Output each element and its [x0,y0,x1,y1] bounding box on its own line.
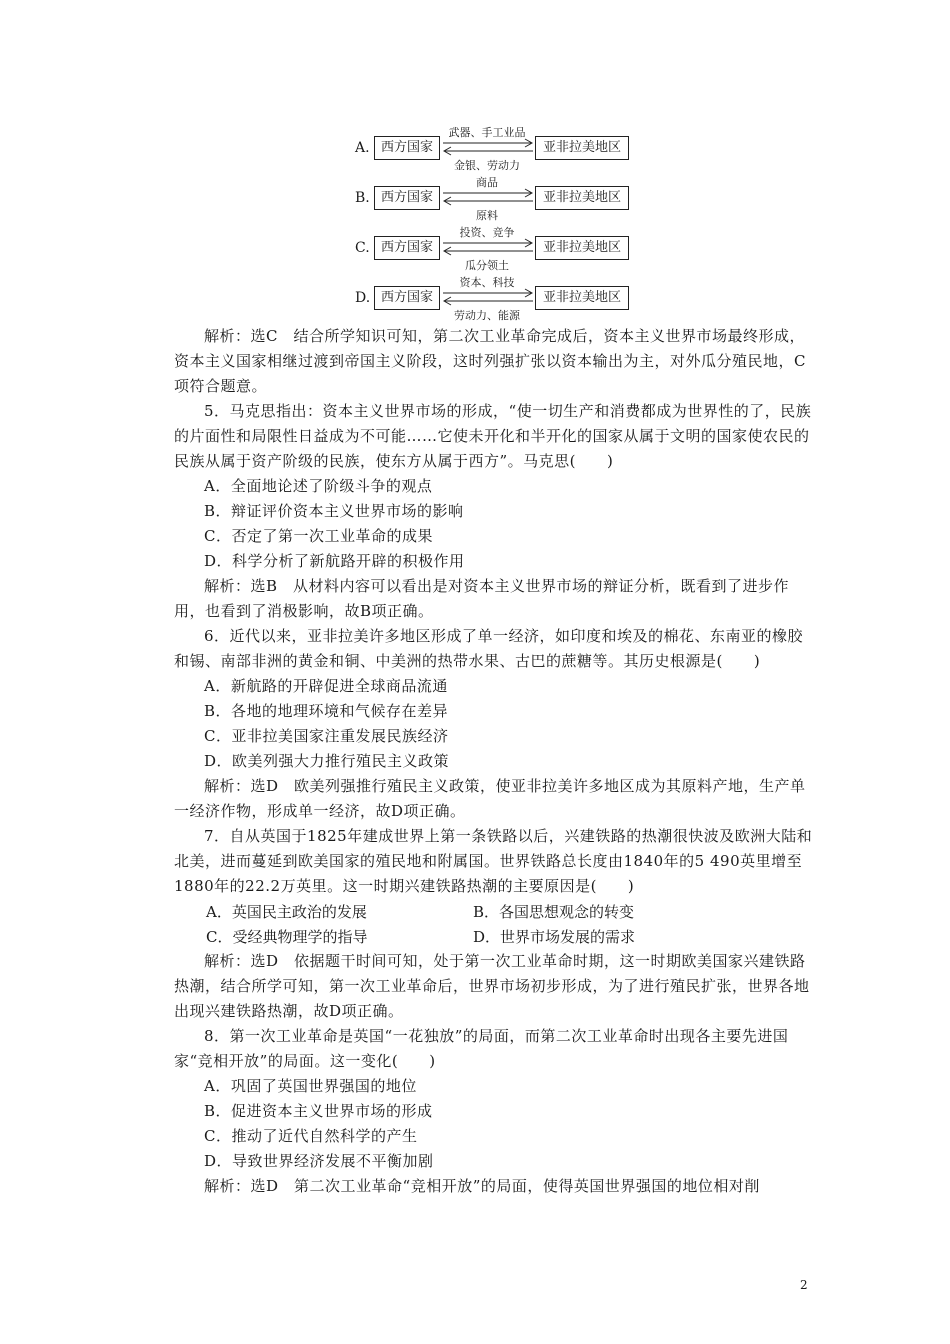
arrow-top-label: 投资、竞争 [459,226,515,239]
double-arrow-icon [441,186,535,208]
analysis-q6: 解析：选D 欧美列强推行殖民主义政策，使亚非拉美许多地区成为其原料产地，生产单一经济作物，形成单一经济，故D项正确。 [174,777,806,820]
question-7-stem: 7．自从英国于1825年建成世界上第一条铁路以后，兴建铁路的热潮很快波及欧洲大陆和北美，进而蔓延到欧美国家的殖民地和附属国。世界铁路总长度由1840年的5 490英里增至1880年的22.2万英里。这一时期兴建铁路热潮的主要原因是( ) [174,827,813,895]
q5-option-c: C．否定了第一次工业革命的成果 [204,527,433,545]
western-countries-box: 西方国家 [374,186,440,210]
double-arrow-icon [441,286,535,308]
afro-asia-latam-box: 亚非拉美地区 [535,236,629,260]
arrow-bottom-label: 劳动力、能源 [454,309,520,322]
q6-option-b: B．各地的地理环境和气候存在差异 [204,702,449,720]
double-arrow-icon [441,236,535,258]
afro-asia-latam-box: 亚非拉美地区 [535,186,629,210]
diagram-option-a [355,128,655,174]
q7-option-b: B．各国思想观念的转变 [473,903,635,921]
analysis-q5: 解析：选B 从材料内容可以看出是对资本主义世界市场的辩证分析，既看到了进步作用，也看到了消极影响，故B项正确。 [174,577,790,620]
diagram-option-b [355,178,655,224]
double-arrow-icon [441,136,535,158]
diagram-option-c [355,228,655,274]
option-letter: B. [355,190,370,206]
q6-option-c: C．亚非拉美国家注重发展民族经济 [204,727,449,745]
page-number: 2 [800,1278,808,1292]
option-letter: A. [355,140,370,156]
arrow-bottom-label: 瓜分领土 [465,259,509,272]
arrow-top-label: 资本、科技 [459,276,515,289]
q5-option-d: D．科学分析了新航路开辟的积极作用 [204,552,465,570]
analysis-q8: 解析：选D 第二次工业革命“竞相开放”的局面，使得英国世界强国的地位相对削 [204,1177,760,1195]
western-countries-box: 西方国家 [374,286,440,310]
analysis-q7: 解析：选D 依据题干时间可知，处于第一次工业革命时期，这一时期欧美国家兴建铁路热潮，结合所学可知，第一次工业革命后，世界市场初步形成，为了进行殖民扩张，世界各地出现兴建铁路热潮，故D项正确。 [174,952,810,1020]
arrow-top-label: 武器、手工业品 [448,126,526,139]
q5-option-a: A．全面地论述了阶级斗争的观点 [204,477,433,495]
q8-option-b: B．促进资本主义世界市场的形成 [204,1102,433,1120]
question-5-stem: 5．马克思指出：资本主义世界市场的形成，“使一切生产和消费都成为世界性的了，民族的片面性和局限性日益成为不可能……它使未开化和半开化的国家从属于文明的国家使农民的民族从属于资产阶级的民族，使东方从属于西方”。马克思( ) [174,402,812,470]
diagram-option-d [355,278,655,324]
afro-asia-latam-box: 亚非拉美地区 [535,136,629,160]
q7-option-a: A．英国民主政治的发展 [206,903,367,921]
afro-asia-latam-box: 亚非拉美地区 [535,286,629,310]
arrow-top-label: 商品 [476,176,498,189]
q5-option-b: B．辩证评价资本主义世界市场的影响 [204,502,464,520]
option-letter: C. [355,240,370,256]
question-8-stem: 8．第一次工业革命是英国“一花独放”的局面，而第二次工业革命时出现各主要先进国家“竞相开放”的局面。这一变化( ) [174,1027,789,1070]
western-countries-box: 西方国家 [374,236,440,260]
analysis-q4: 解析：选C 结合所学知识可知，第二次工业革命完成后，资本主义世界市场最终形成，资本主义国家相继过渡到帝国主义阶段，这时列强扩张以资本输出为主，对外瓜分殖民地，C项符合题意。 [174,327,806,395]
q8-option-c: C．推动了近代自然科学的产生 [204,1127,418,1145]
arrow-bottom-label: 金银、劳动力 [454,159,520,172]
q8-option-a: A．巩固了英国世界强国的地位 [204,1077,417,1095]
western-countries-box: 西方国家 [374,136,440,160]
question-6-stem: 6．近代以来，亚非拉美许多地区形成了单一经济，如印度和埃及的棉花、东南亚的橡胶和锡、南部非洲的黄金和铜、中美洲的热带水果、古巴的蔗糖等。其历史根源是( ) [174,627,804,670]
option-letter: D. [355,290,371,306]
arrow-bottom-label: 原料 [476,209,498,222]
q7-option-c: C．受经典物理学的指导 [206,928,368,946]
q8-option-d: D．导致世界经济发展不平衡加剧 [204,1152,434,1170]
q6-option-a: A．新航路的开辟促进全球商品流通 [204,677,448,695]
q6-option-d: D．欧美列强大力推行殖民主义政策 [204,752,450,770]
q7-option-d: D．世界市场发展的需求 [473,928,636,946]
